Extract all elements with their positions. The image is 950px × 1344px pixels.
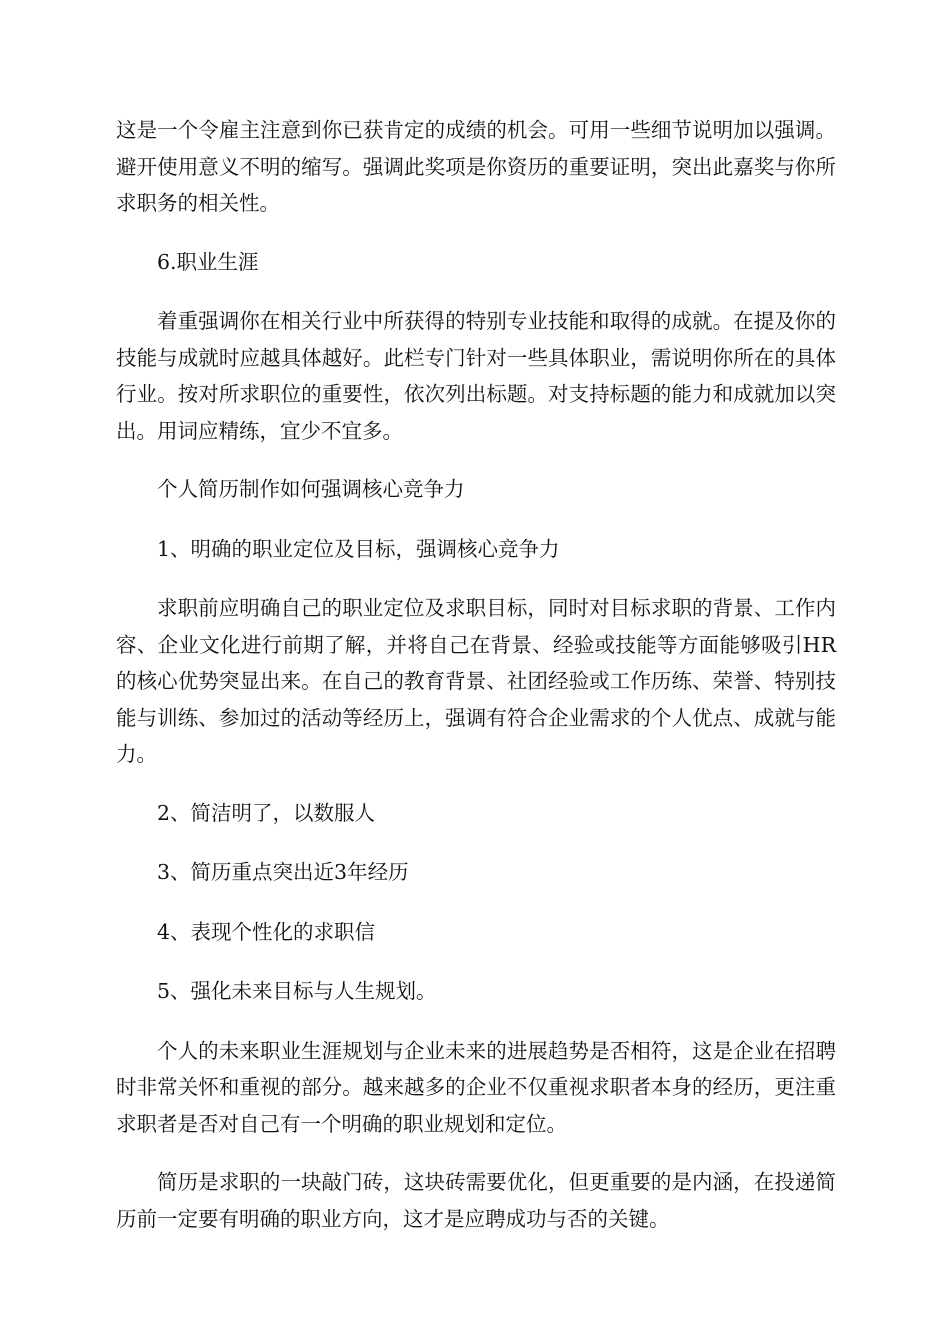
section-heading-career: 6.职业生涯 <box>157 249 259 274</box>
paragraph-career-details: 着重强调你在相关行业中所获得的特别专业技能和取得的成就。在提及你的技能与成就时应越具体越好。此栏专门针对一些具体职业，需说明你所在的具体行业。按对所求职位的重要性，依次列出标题。对支持标题的能力和成就加以突出。用词应精练，宜少不宜多。 <box>116 309 836 443</box>
list-item-5: 5、强化未来目标与人生规划。 <box>157 979 437 1003</box>
list-item-2: 2、简洁明了，以数服人 <box>157 800 376 825</box>
list-item-3: 3、简历重点突出近3年经历 <box>157 860 409 884</box>
paragraph-career-planning: 个人的未来职业生涯规划与企业未来的进展趋势是否相符，这是企业在招聘时非常关怀和重视的部分。越来越多的企业不仅重视求职者本身的经历，更注重求职者是否对自己有一个明确的职业规划和定位。 <box>116 1038 836 1136</box>
paragraph-conclusion: 简历是求职的一块敲门砖，这块砖需要优化，但更重要的是内涵，在投递简历前一定要有明确的职业方向，这才是应聘成功与否的关键。 <box>116 1170 836 1231</box>
paragraph-positioning: 求职前应明确自己的职业定位及求职目标，同时对目标求职的背景、工作内容、企业文化进行前期了解，并将自己在背景、经验或技能等方面能够吸引HR的核心优势突显出来。在自己的教育背景、社团经验或工作历练、荣誉、特别技能与训练、参加过的活动等经历上，强调有符合企业需求的个人优点、成就与能力。 <box>116 596 836 766</box>
section-heading-core-competitiveness: 个人简历制作如何强调核心竞争力 <box>157 477 465 501</box>
paragraph-award-intro: 这是一个令雇主注意到你已获肯定的成绩的机会。可用一些细节说明加以强调。避开使用意义不明的缩写。强调此奖项是你资历的重要证明，突出此嘉奖与你所求职务的相关性。 <box>116 118 836 215</box>
list-item-4: 4、表现个性化的求职信 <box>157 919 376 944</box>
list-item-1: 1、明确的职业定位及目标，强调核心竞争力 <box>157 536 560 561</box>
document-body <box>116 112 836 1259</box>
